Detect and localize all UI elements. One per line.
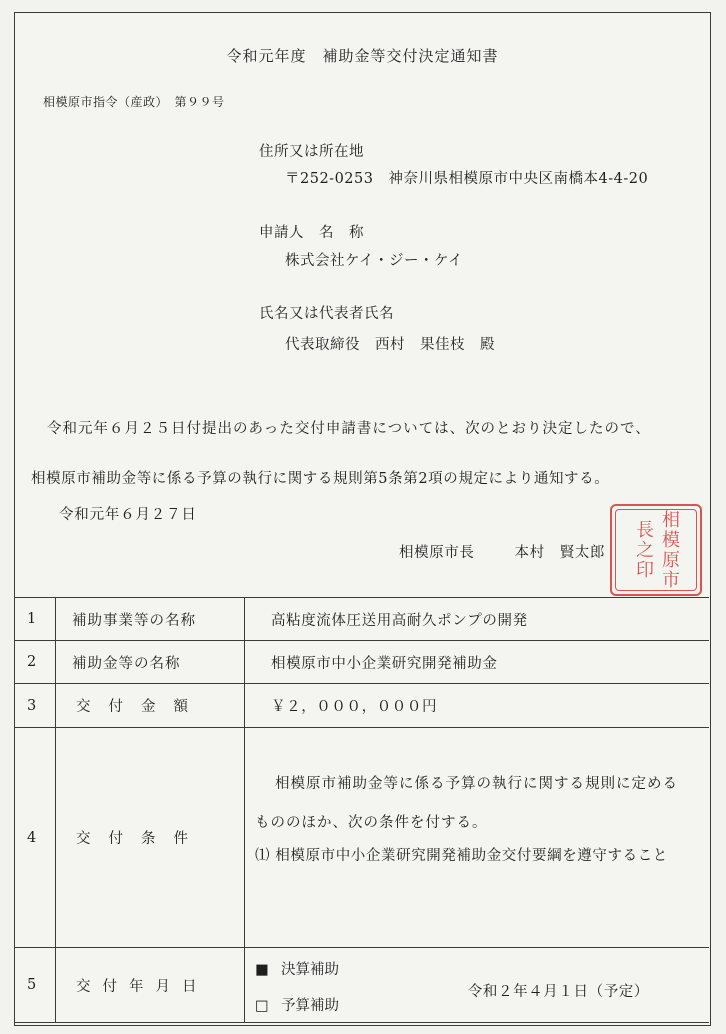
table-row	[15, 684, 709, 728]
grant-details-table	[15, 597, 709, 1023]
option-label: 予算補助	[281, 998, 339, 1014]
row-value: 高粘度流体圧送用高耐久ポンプの開発	[245, 598, 710, 641]
table-row	[15, 598, 709, 641]
grant-date-cell	[245, 948, 710, 1023]
condition-text-2: もののほか、次の条件を付する。	[255, 815, 488, 831]
issuer-name: 本村 賢太郎	[514, 545, 606, 561]
option-label: 決算補助	[281, 962, 339, 978]
checked-box-icon: ■	[255, 962, 269, 978]
representative-value: 代表取締役 西村 果佳枝 殿	[285, 337, 495, 353]
notice-document	[14, 12, 711, 1026]
table-row	[15, 641, 709, 684]
row-number: 4	[15, 728, 56, 948]
seal-text: 相模原市長之印	[615, 509, 697, 591]
applicant-name-label: 申請人 名 称	[259, 225, 364, 241]
row-value: 相模原市中小企業研究開発補助金	[245, 641, 710, 684]
table-row	[15, 728, 709, 948]
grant-date-value: 令和２年４月１日（予定）	[467, 984, 649, 1000]
row-number: 5	[15, 948, 56, 1023]
row-value: ￥２，０００，０００円	[245, 684, 710, 728]
body-text-line-1: 令和元年６月２５日付提出のあった交付申請書については、次のとおり決定したので、	[47, 421, 651, 437]
row-number: 1	[15, 598, 56, 641]
representative-label: 氏名又は代表者氏名	[259, 306, 394, 322]
row-label: 交付金額	[56, 684, 245, 728]
row-number: 3	[15, 684, 56, 728]
unchecked-box-icon: □	[255, 998, 269, 1014]
row-label: 補助金等の名称	[56, 641, 245, 684]
settlement-subsidy-option	[255, 958, 339, 979]
address-label: 住所又は所在地	[259, 144, 364, 160]
issue-date: 令和元年６月２７日	[59, 507, 197, 523]
row-label: 交付条件	[56, 728, 245, 948]
applicant-name-value: 株式会社ケイ・ジー・ケイ	[285, 253, 463, 269]
address-value: 〒252-0253 神奈川県相模原市中央区南橋本4-4-20	[285, 171, 649, 187]
body-text-line-2: 相模原市補助金等に係る予算の執行に関する規則第5条第2項の規定により通知する。	[31, 471, 610, 487]
document-title: 令和元年度 補助金等交付決定通知書	[226, 47, 499, 65]
budget-subsidy-option	[255, 994, 339, 1015]
issuer	[399, 541, 605, 562]
table-row	[15, 948, 709, 1023]
row-label: 補助事業等の名称	[56, 598, 245, 641]
document-number: 相模原市指令（産政） 第９９号	[43, 95, 225, 109]
condition-item-1: ⑴ 相模原市中小企業研究開発補助金交付要綱を遵守すること	[255, 848, 668, 864]
issuer-title: 相模原市長	[399, 545, 475, 561]
conditions-cell	[245, 728, 710, 948]
row-number: 2	[15, 641, 56, 684]
official-seal-stamp	[610, 504, 702, 596]
row-label: 交付年月日	[56, 948, 245, 1023]
condition-text-1: 相模原市補助金等に係る予算の執行に関する規則に定める	[275, 776, 678, 792]
